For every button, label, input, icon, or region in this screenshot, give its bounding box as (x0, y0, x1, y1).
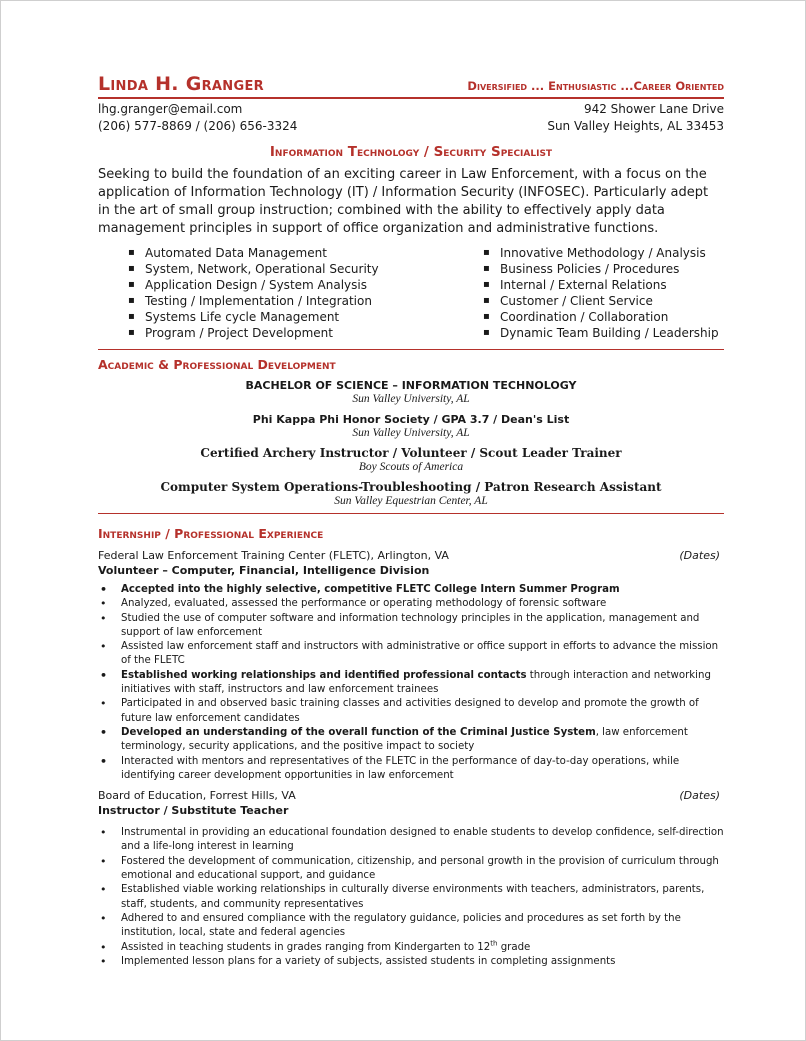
job-entry (98, 548, 724, 783)
skill-item: ▪ Customer / Client Service (483, 293, 719, 309)
education-title: BACHELOR OF SCIENCE – INFORMATION TECHNOLOGY (245, 379, 577, 392)
resume-header (98, 73, 724, 95)
job-role: Volunteer – Computer, Financial, Intelligence Division (98, 564, 430, 577)
skill-item: ▪ Systems Life cycle Management (128, 309, 483, 325)
education-institution: Boy Scouts of America (358, 461, 464, 473)
education-list (98, 378, 724, 508)
duty-item: • Instrumental in providing an educational foundation designed to enable students to develop confidence, self-direction and a life-long interest in learning (98, 826, 724, 855)
duty-item: • Implemented lesson plans for a variety of subjects, assisted students in completing assignments (98, 955, 724, 969)
duty-item: • Interacted with mentors and representatives of the FLETC in the performance of day-to-day operations, while identifying career development opportunities in law enforcement (98, 755, 724, 784)
duty-item: • Participated in and observed basic training classes and activities designed to develop and promote the growth of future law enforcement candidates (98, 697, 724, 726)
duty-item: • Assisted law enforcement staff and instructors with administrative or office support in efforts to advance the mission of the FLETC (98, 640, 724, 669)
skill-item: ▪ Program / Project Development (128, 325, 483, 341)
email-address: lhg.granger@email.com (98, 102, 243, 116)
target-job-title: Information Technology / Security Specialist (269, 144, 553, 160)
job-organization: Federal Law Enforcement Training Center (FLETC), Arlington, VA (98, 549, 449, 562)
education-item (98, 412, 724, 440)
job-duties (98, 583, 724, 783)
duty-item: • Adhered to and ensured compliance with the regulatory guidance, policies and procedures as set forth by the institution, local, state and federal agencies (98, 912, 724, 941)
skill-item: ▪ System, Network, Operational Security (128, 261, 483, 277)
experience-heading: Internship / Professional Experience (98, 526, 324, 541)
phone-numbers: (206) 577-8869 / (206) 656-3324 (98, 119, 298, 133)
city-state-zip: Sun Valley Heights, AL 33453 (547, 119, 724, 133)
job-dates: (Dates) (679, 549, 720, 562)
education-title: Phi Kappa Phi Honor Society / GPA 3.7 / Dean's List (252, 413, 570, 426)
duty-item: • Assisted in teaching students in grades ranging from Kindergarten to 12th grade (98, 941, 724, 955)
skill-item: ▪ Application Design / System Analysis (128, 277, 483, 293)
skills-list (98, 245, 724, 341)
skills-column-right (483, 245, 719, 341)
duty-item: • Studied the use of computer software and information technology principles in the application, management and support of law enforcement (98, 612, 724, 641)
section-divider (98, 349, 724, 350)
job-dates: (Dates) (679, 789, 720, 803)
skill-item: ▪ Coordination / Collaboration (483, 309, 719, 325)
resume-sheet (98, 73, 724, 969)
job-duties (98, 826, 724, 969)
job-entry (98, 788, 724, 969)
duty-item: • Analyzed, evaluated, assessed the performance or operating methodology of forensic software (98, 597, 724, 611)
candidate-tagline: Diversified ... Enthusiastic ...Career Oriented (467, 79, 724, 93)
duty-item: • Fostered the development of communication, citizenship, and personal growth in the provision of curriculum through emotional and educational support, and guidance (98, 855, 724, 884)
education-title: Certified Archery Instructor / Volunteer / Scout Leader Trainer (200, 446, 622, 460)
education-institution: Sun Valley Equestrian Center, AL (334, 495, 488, 507)
skill-item: ▪ Innovative Methodology / Analysis (483, 245, 719, 261)
education-title: Computer System Operations-Troubleshooting / Patron Research Assistant (160, 480, 662, 494)
street-address: 942 Shower Lane Drive (583, 102, 724, 116)
education-institution: Sun Valley University, AL (352, 427, 470, 439)
education-institution: Sun Valley University, AL (352, 393, 470, 405)
education-item (98, 446, 724, 474)
header-divider (98, 97, 724, 99)
duty-item: • Accepted into the highly selective, competitive FLETC College Intern Summer Program (98, 583, 724, 597)
job-role: Instructor / Substitute Teacher (98, 804, 289, 818)
skill-item: ▪ Dynamic Team Building / Leadership (483, 325, 719, 341)
section-divider (98, 513, 724, 514)
contact-block (98, 101, 724, 135)
skills-column-left (128, 245, 483, 341)
summary-paragraph: Seeking to build the foundation of an exciting career in Law Enforcement, with a focus on the application of Information Technology (IT) / Information Security (INFOSEC). Particularly adept in the art of small group instruction; combined with the ability to effectively apply data management principles in support of office organization and administrative functions. (98, 167, 709, 236)
skill-item: ▪ Internal / External Relations (483, 277, 719, 293)
duty-item: • Established working relationships and identified professional contacts through interaction and networking initiatives with staff, instructors and law enforcement trainees (98, 669, 724, 698)
education-heading: Academic & Professional Development (98, 357, 336, 372)
education-item (98, 378, 724, 406)
skill-item: ▪ Automated Data Management (128, 245, 483, 261)
skill-item: ▪ Business Policies / Procedures (483, 261, 719, 277)
duty-item: • Developed an understanding of the overall function of the Criminal Justice System, law enforcement terminology, security applications, and the positive impact to society (98, 726, 724, 755)
skill-item: ▪ Testing / Implementation / Integration (128, 293, 483, 309)
education-item (98, 480, 724, 508)
candidate-name: Linda H. Granger (98, 73, 264, 95)
job-organization: Board of Education, Forrest Hills, VA (98, 789, 296, 803)
duty-item: • Established viable working relationships in culturally diverse environments with teachers, administrators, parents, staff, students, and community representatives (98, 883, 724, 912)
